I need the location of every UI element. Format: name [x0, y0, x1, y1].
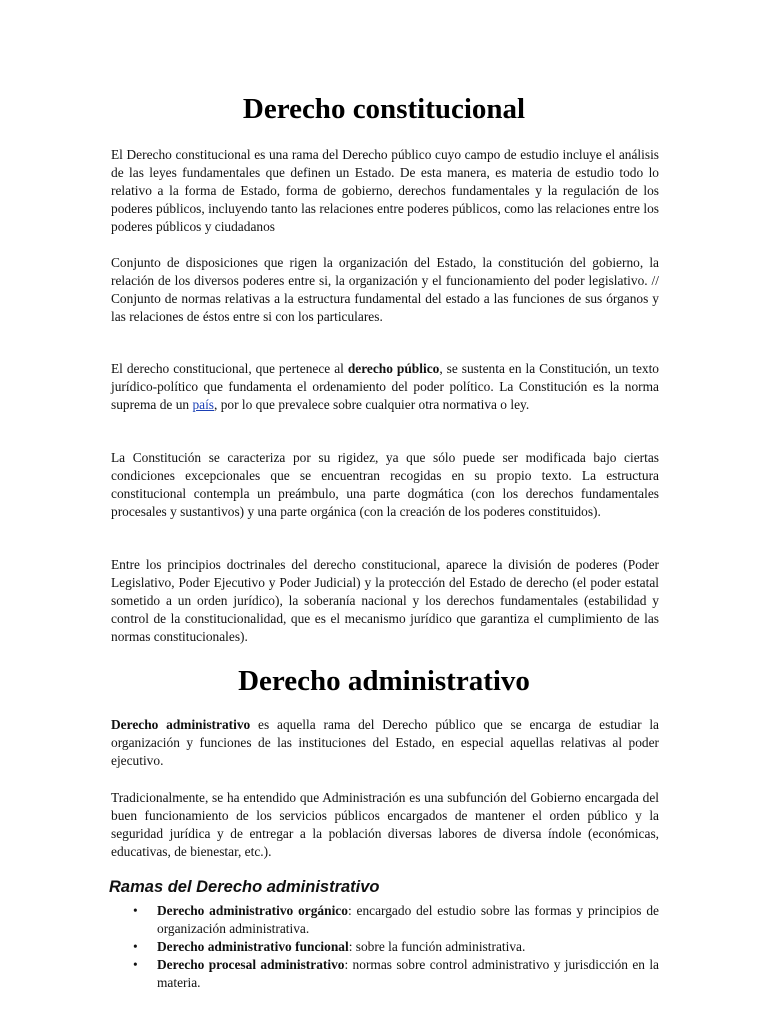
paragraph: La Constitución se caracteriza por su rigidez, ya que sólo puede ser modificada bajo ciertas condiciones excepcionales que se encuentran recogidas en su propio texto. La estructura constitucional contempla un preámbulo, una parte dogmática (con los derechos fundamentales procesales y sustantivos) y una parte orgánica (con la creación de los poderes constituidos). — [111, 450, 659, 519]
paragraph: Tradicionalmente, se ha entendido que Administración es una subfunción del Gobierno encargada del buen funcionamiento de los servicios públicos encargados de mantener el orden público y la seguridad jurídica y de entregar a la población diversas labores de diversa índole (económicas, educativas, de bienestar, etc.). — [111, 790, 659, 859]
paragraph: El Derecho constitucional es una rama del Derecho público cuyo campo de estudio incluye el análisis de las leyes fundamentales que definen un Estado. De esta manera, es materia de estudio todo lo relativo a la forma de Estado, forma de gobierno, derechos fundamentales y la regulación de los poderes públicos, incluyendo tanto las relaciones entre poderes públicos, como las relaciones entre los poderes públicos y ciudadanos — [111, 147, 659, 234]
bullet-icon: • — [133, 903, 138, 918]
pais-link[interactable]: país — [192, 397, 215, 412]
bold-term: Derecho administrativo orgánico — [157, 903, 348, 918]
text-run: es aquella rama del Derecho público que se encarga de estudiar la organización y funciones de las instituciones del Estado, en especial aquellas relativas al poder ejecutivo. — [111, 717, 660, 768]
paragraph: Conjunto de disposiciones que rigen la organización del Estado, la constitución del gobierno, la relación de los diversos poderes entre si, la organización y el funcionamiento del poder legislativo. // Conjunto de normas relativas a la estructura fundamental del estado a las funciones de sus órganos y las relaciones de éstos entre si con los particulares. — [111, 255, 659, 324]
paragraph — [111, 360, 659, 414]
text-run: El derecho constitucional, que pertenece al — [111, 361, 348, 376]
list-item — [111, 938, 659, 956]
text-run: , se sustenta en la Constitución, un texto jurídico-político que fundamenta el ordenamiento del poder político. La Constitución es la norma suprema de un — [111, 361, 659, 412]
section-title-administrativo: Derecho administrativo — [238, 665, 530, 697]
bold-term: Derecho administrativo funcional — [157, 939, 349, 954]
paragraph — [111, 716, 659, 770]
bold-term: Derecho administrativo — [111, 717, 251, 732]
text-run: : encargado del estudio sobre las formas y principios de organización administrativa. — [157, 903, 659, 936]
text-run: , por lo que prevalece sobre cualquier otra normativa o ley. — [214, 397, 530, 412]
bullet-list — [111, 902, 659, 992]
bold-term: derecho público — [347, 361, 440, 376]
section-title-constitucional: Derecho constitucional — [242, 93, 526, 125]
list-item — [111, 902, 659, 938]
list-item — [111, 956, 659, 992]
bullet-icon: • — [133, 939, 138, 954]
bold-term: Derecho procesal administrativo — [157, 957, 345, 972]
paragraph: Entre los principios doctrinales del derecho constitucional, aparece la división de poderes (Poder Legislativo, Poder Ejecutivo y Poder Judicial) y la protección del Estado de derecho (el poder estatal sometido a un orden jurídico), la soberanía nacional y los derechos fundamentales (estabilidad y control de la constitucionalidad, que es el mecanismo jurídico que garantiza el cumplimiento de las normas constitucionales). — [111, 557, 659, 644]
text-run: : sobre la función administrativa. — [348, 939, 526, 954]
subsection-title: Ramas del Derecho administrativo — [109, 878, 380, 896]
bullet-icon: • — [133, 957, 138, 972]
text-run: : normas sobre control administrativo y jurisdicción en la materia. — [157, 957, 659, 990]
